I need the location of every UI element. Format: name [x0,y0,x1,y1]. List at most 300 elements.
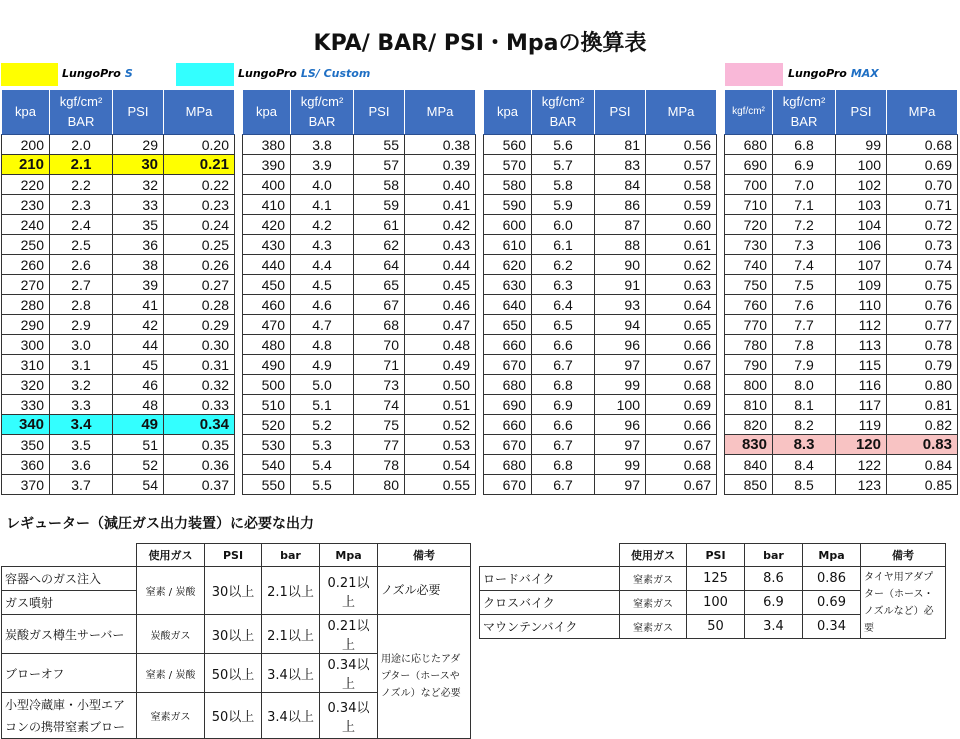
kgf-bar-cell: 3.8 [291,135,354,155]
table-row [2,295,235,315]
header-label: MPa [426,104,454,119]
kpa-cell: 710 [725,195,773,215]
psi-cell: 77 [354,435,405,455]
kgf-bar-cell: 6.7 [532,435,595,455]
kgf-bar-cell: 6.6 [532,415,595,435]
psi-cell: 74 [354,395,405,415]
kpa-cell: 310 [2,355,50,375]
psi-cell: 51 [113,435,164,455]
table-row [725,195,958,215]
row-psi: 50以上 [205,693,262,739]
table-row [484,255,717,275]
regulator-table-left [1,543,471,739]
kpa-cell: 800 [725,375,773,395]
row-bar: 3.4 [745,615,803,639]
kgf-bar-cell: 4.2 [291,215,354,235]
brand-swatch-max [725,63,783,86]
row-mpa: 0.21以上 [320,615,378,654]
psi-cell: 41 [113,295,164,315]
psi-cell: 99 [836,135,887,155]
psi-cell: 123 [836,475,887,495]
psi-cell: 62 [354,235,405,255]
header-label: PSI [127,104,149,119]
mpa-cell: 0.61 [646,235,717,255]
mpa-cell: 0.45 [405,275,476,295]
kpa-cell: 320 [2,375,50,395]
header-mpa [405,90,476,135]
psi-cell: 109 [836,275,887,295]
mpa-cell: 0.67 [646,435,717,455]
header-label: kgf/cm² [732,106,765,117]
kpa-cell: 760 [725,295,773,315]
table-row [484,135,717,155]
table-row [725,335,958,355]
psi-cell: 113 [836,335,887,355]
kgf-bar-cell: 2.3 [50,195,113,215]
kpa-cell: 540 [243,455,291,475]
header-label: PSI [609,104,631,119]
mpa-cell: 0.26 [164,255,235,275]
mpa-cell: 0.44 [405,255,476,275]
kpa-cell: 200 [2,135,50,155]
kpa-cell: 780 [725,335,773,355]
kgf-bar-cell: 7.4 [773,255,836,275]
header-blank [480,544,620,567]
mpa-cell: 0.68 [646,375,717,395]
kgf-bar-cell: 7.9 [773,355,836,375]
kpa-cell: 630 [484,275,532,295]
mpa-cell: 0.78 [887,335,958,355]
table-row [2,175,235,195]
kgf-bar-cell: 4.5 [291,275,354,295]
table-row [2,435,235,455]
mpa-cell: 0.68 [646,455,717,475]
kgf-bar-cell: 4.7 [291,315,354,335]
mpa-cell: 0.37 [164,475,235,495]
kpa-cell: 250 [2,235,50,255]
header-label: kgf/cm² [541,94,585,109]
header-psi [113,90,164,135]
mpa-cell: 0.70 [887,175,958,195]
row-name: マウンテンバイク [480,615,620,639]
table-row [484,375,717,395]
kpa-cell: 850 [725,475,773,495]
kpa-cell: 640 [484,295,532,315]
table-row [243,135,476,155]
psi-cell: 68 [354,315,405,335]
psi-cell: 80 [354,475,405,495]
table-row [484,415,717,435]
header-label: BAR [790,114,818,129]
table-row [725,275,958,295]
header-mpa: Mpa [803,544,861,567]
table-row [2,415,235,435]
mpa-cell: 0.66 [646,415,717,435]
row-mpa: 0.34以上 [320,654,378,693]
row-bar: 3.4以上 [262,654,320,693]
psi-cell: 120 [836,435,887,455]
kpa-cell: 300 [2,335,50,355]
psi-cell: 91 [595,275,646,295]
kpa-cell: 810 [725,395,773,415]
header-label: MPa [667,104,695,119]
psi-cell: 46 [113,375,164,395]
brand-name: LungoPro [788,67,847,80]
kgf-bar-cell: 2.0 [50,135,113,155]
row-gas: 窒素ガス [137,693,205,739]
mpa-cell: 0.80 [887,375,958,395]
table-row [2,255,235,275]
kpa-cell: 650 [484,315,532,335]
psi-cell: 78 [354,455,405,475]
psi-cell: 58 [354,175,405,195]
brand-model: LS/ Custom [300,67,371,80]
kgf-bar-cell: 7.0 [773,175,836,195]
table-row [484,195,717,215]
kgf-bar-cell: 6.6 [532,335,595,355]
psi-cell: 36 [113,235,164,255]
kgf-bar-cell: 6.0 [532,215,595,235]
psi-cell: 100 [595,395,646,415]
header-label: MPa [185,104,213,119]
kpa-cell: 290 [2,315,50,335]
header-psi: PSI [687,544,745,567]
mpa-cell: 0.38 [405,135,476,155]
kpa-cell: 470 [243,315,291,335]
kpa-cell: 720 [725,215,773,235]
table-row [2,195,235,215]
table-row [243,235,476,255]
kpa-cell: 660 [484,415,532,435]
row-gas: 窒素ガス [620,591,687,615]
psi-cell: 57 [354,155,405,175]
kpa-cell: 500 [243,375,291,395]
kpa-cell: 520 [243,415,291,435]
kpa-cell: 700 [725,175,773,195]
kgf-bar-cell: 6.8 [532,375,595,395]
psi-cell: 44 [113,335,164,355]
mpa-cell: 0.33 [164,395,235,415]
mpa-cell: 0.73 [887,235,958,255]
psi-cell: 73 [354,375,405,395]
table-row [725,295,958,315]
kgf-bar-cell: 6.8 [773,135,836,155]
row-note: タイヤ用アダプター（ホース・ノズルなど）必要 [861,567,946,639]
psi-cell: 102 [836,175,887,195]
table-row [243,315,476,335]
mpa-cell: 0.34 [164,415,235,435]
psi-cell: 84 [595,175,646,195]
table-row [2,235,235,255]
kpa-cell: 730 [725,235,773,255]
psi-cell: 70 [354,335,405,355]
kgf-bar-cell: 7.8 [773,335,836,355]
table-row [243,175,476,195]
table-row [2,155,235,175]
table-row [725,475,958,495]
header-psi: PSI [205,544,262,567]
table-row [2,455,235,475]
kgf-bar-cell: 7.1 [773,195,836,215]
kpa-cell: 670 [484,355,532,375]
row-name: 容器へのガス注入 [2,567,137,591]
row-mpa: 0.34以上 [320,693,378,739]
psi-cell: 86 [595,195,646,215]
kgf-bar-cell: 6.7 [532,355,595,375]
kpa-cell: 410 [243,195,291,215]
header-label: MPa [908,104,936,119]
kgf-bar-cell: 8.5 [773,475,836,495]
kpa-cell: 600 [484,215,532,235]
kpa-cell: 680 [484,375,532,395]
psi-cell: 90 [595,255,646,275]
row-mpa: 0.21以上 [320,567,378,615]
kpa-cell: 670 [484,435,532,455]
kgf-bar-cell: 4.9 [291,355,354,375]
kgf-bar-cell: 4.6 [291,295,354,315]
mpa-cell: 0.40 [405,175,476,195]
row-mpa: 0.86 [803,567,861,591]
kgf-bar-cell: 6.5 [532,315,595,335]
table-row [484,155,717,175]
psi-cell: 75 [354,415,405,435]
mpa-cell: 0.66 [646,335,717,355]
kpa-cell: 490 [243,355,291,375]
psi-cell: 99 [595,375,646,395]
mpa-cell: 0.60 [646,215,717,235]
kpa-cell: 230 [2,195,50,215]
kgf-bar-cell: 2.8 [50,295,113,315]
psi-cell: 67 [354,295,405,315]
psi-cell: 32 [113,175,164,195]
mpa-cell: 0.41 [405,195,476,215]
mpa-cell: 0.54 [405,455,476,475]
row-note: 用途に応じたアダプター（ホースやノズル）など必要 [378,615,471,739]
kpa-cell: 550 [243,475,291,495]
kpa-cell: 750 [725,275,773,295]
mpa-cell: 0.85 [887,475,958,495]
row-psi: 30以上 [205,615,262,654]
header-kpa [243,90,291,135]
psi-cell: 96 [595,335,646,355]
kpa-cell: 450 [243,275,291,295]
kgf-bar-cell: 3.1 [50,355,113,375]
kpa-cell: 670 [484,475,532,495]
mpa-cell: 0.50 [405,375,476,395]
kpa-cell: 400 [243,175,291,195]
mpa-cell: 0.57 [646,155,717,175]
kpa-cell: 690 [484,395,532,415]
psi-cell: 54 [113,475,164,495]
kgf-bar-cell: 8.0 [773,375,836,395]
mpa-cell: 0.67 [646,475,717,495]
psi-cell: 52 [113,455,164,475]
table-row [243,295,476,315]
kgf-bar-cell: 8.1 [773,395,836,415]
mpa-cell: 0.74 [887,255,958,275]
psi-cell: 39 [113,275,164,295]
mpa-cell: 0.55 [405,475,476,495]
page-title: KPA/ BAR/ PSI・Mpaの換算表 [313,31,647,56]
row-gas: 窒素ガス [620,567,687,591]
conversion-table-3 [483,89,717,495]
kgf-bar-cell: 5.1 [291,395,354,415]
kpa-cell: 210 [2,155,50,175]
kgf-bar-cell: 5.8 [532,175,595,195]
mpa-cell: 0.29 [164,315,235,335]
mpa-cell: 0.22 [164,175,235,195]
mpa-cell: 0.81 [887,395,958,415]
kgf-bar-cell: 3.5 [50,435,113,455]
table-row [725,375,958,395]
row-name: ガス噴射 [2,591,137,615]
mpa-cell: 0.49 [405,355,476,375]
row-gas: 炭酸ガス [137,615,205,654]
psi-cell: 104 [836,215,887,235]
kgf-bar-cell: 6.9 [532,395,595,415]
kpa-cell: 680 [484,455,532,475]
header-label: kpa [497,104,518,119]
psi-cell: 83 [595,155,646,175]
header-label: kpa [256,104,277,119]
table-row [484,315,717,335]
mpa-cell: 0.77 [887,315,958,335]
row-bar: 2.1以上 [262,615,320,654]
mpa-cell: 0.63 [646,275,717,295]
kpa-cell: 430 [243,235,291,255]
header-label: PSI [368,104,390,119]
psi-cell: 107 [836,255,887,275]
header-kgf-bar [50,90,113,135]
table-row [725,215,958,235]
header-psi [836,90,887,135]
psi-cell: 103 [836,195,887,215]
psi-cell: 112 [836,315,887,335]
psi-cell: 106 [836,235,887,255]
mpa-cell: 0.59 [646,195,717,215]
kpa-cell: 460 [243,295,291,315]
kpa-cell: 220 [2,175,50,195]
kgf-bar-cell: 6.8 [532,455,595,475]
mpa-cell: 0.39 [405,155,476,175]
table-row [243,215,476,235]
table-row [484,355,717,375]
row-name: 小型冷蔵庫・小型エアコンの携帯窒素ブロー [2,693,137,739]
table-row [484,295,717,315]
header-mpa [164,90,235,135]
psi-cell: 100 [836,155,887,175]
row-gas: 窒素 / 炭酸 [137,654,205,693]
mpa-cell: 0.67 [646,355,717,375]
kgf-bar-cell: 4.8 [291,335,354,355]
table-row [484,335,717,355]
kpa-cell: 280 [2,295,50,315]
row-mpa: 0.34 [803,615,861,639]
table-row [243,255,476,275]
psi-cell: 81 [595,135,646,155]
table-row [484,395,717,415]
mpa-cell: 0.48 [405,335,476,355]
kgf-bar-cell: 6.4 [532,295,595,315]
psi-cell: 35 [113,215,164,235]
kgf-bar-cell: 2.6 [50,255,113,275]
kgf-bar-cell: 3.4 [50,415,113,435]
row-bar: 6.9 [745,591,803,615]
kgf-bar-cell: 3.3 [50,395,113,415]
psi-cell: 97 [595,475,646,495]
mpa-cell: 0.28 [164,295,235,315]
table-row [725,135,958,155]
psi-cell: 42 [113,315,164,335]
table-row [484,475,717,495]
mpa-cell: 0.47 [405,315,476,335]
row-psi: 125 [687,567,745,591]
brand-label-max [788,67,879,80]
kgf-bar-cell: 6.9 [773,155,836,175]
psi-cell: 71 [354,355,405,375]
kgf-bar-cell: 6.1 [532,235,595,255]
table-row [484,215,717,235]
kpa-cell: 330 [2,395,50,415]
kpa-cell: 660 [484,335,532,355]
psi-cell: 87 [595,215,646,235]
table-row [243,395,476,415]
table-row [484,235,717,255]
brand-model: MAX [850,67,879,80]
kgf-bar-cell: 4.1 [291,195,354,215]
table-row [2,315,235,335]
psi-cell: 38 [113,255,164,275]
brand-name: LungoPro [238,67,297,80]
table-row [725,175,958,195]
kpa-cell: 350 [2,435,50,455]
row-psi: 50以上 [205,654,262,693]
regulator-table-right [479,543,946,639]
kpa-cell: 510 [243,395,291,415]
kpa-cell: 480 [243,335,291,355]
psi-cell: 45 [113,355,164,375]
psi-cell: 59 [354,195,405,215]
table-row [725,355,958,375]
kpa-cell: 740 [725,255,773,275]
header-gas: 使用ガス [137,544,205,567]
table-row [725,255,958,275]
mpa-cell: 0.42 [405,215,476,235]
mpa-cell: 0.31 [164,355,235,375]
kpa-cell: 570 [484,155,532,175]
kgf-bar-cell: 2.4 [50,215,113,235]
mpa-cell: 0.20 [164,135,235,155]
psi-cell: 30 [113,155,164,175]
brand-model: S [124,67,133,80]
kgf-bar-cell: 8.4 [773,455,836,475]
mpa-cell: 0.68 [887,135,958,155]
mpa-cell: 0.35 [164,435,235,455]
kgf-bar-cell: 4.0 [291,175,354,195]
kgf-bar-cell: 5.7 [532,155,595,175]
row-name: クロスバイク [480,591,620,615]
kpa-cell: 440 [243,255,291,275]
mpa-cell: 0.52 [405,415,476,435]
kgf-bar-cell: 3.2 [50,375,113,395]
table-row [243,455,476,475]
kpa-cell: 530 [243,435,291,455]
kgf-bar-cell: 5.3 [291,435,354,455]
header-label: kpa [15,104,36,119]
psi-cell: 110 [836,295,887,315]
kgf-bar-cell: 6.7 [532,475,595,495]
kgf-bar-cell: 2.5 [50,235,113,255]
